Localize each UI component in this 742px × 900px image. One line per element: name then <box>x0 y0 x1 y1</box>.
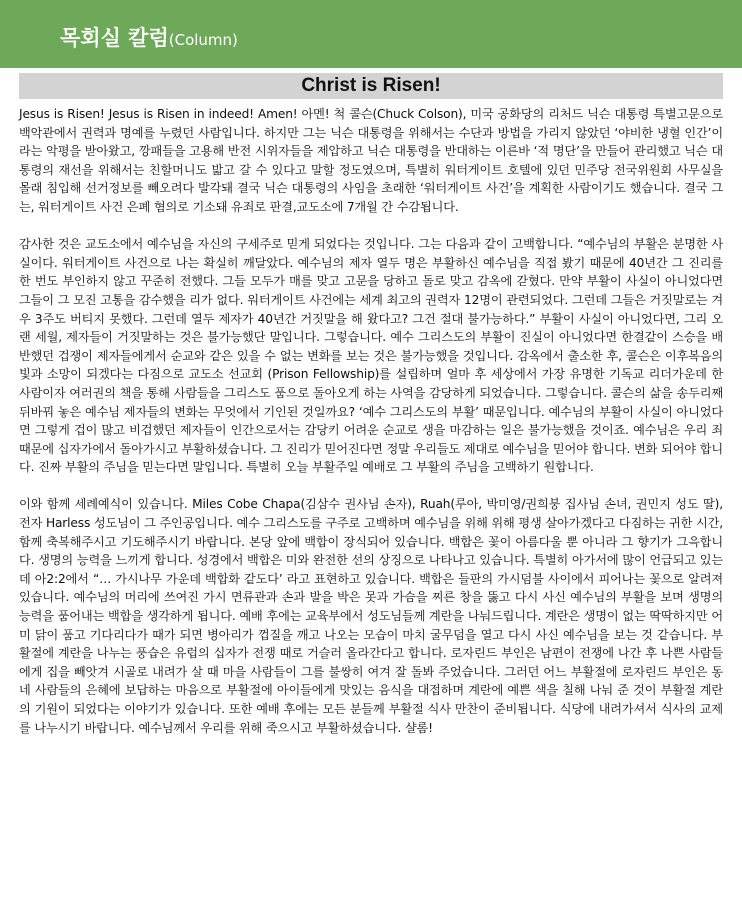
column-subtitle: (Column) <box>168 31 238 49</box>
article-paragraph-1: Jesus is Risen! Jesus is Risen in indeed! Amen! 아멘! 척 콜슨(Chuck Colson), 미국 공화당의 리처드 닉슨 대통령 특별고문으로 백악관에서 권력과 명예를 누렸던 사람입니다. 하지만 그는 닉슨 대통령을 위해서는 수단과 방법을 가리지 않았던 ‘야비한 냉혈 인간’이라는 악평을 받아왔고, 깡패들을 고용해 반전 시위자들을 제압하고 닉슨 대통령을 반대하는 이른바 ‘적 명단’을 만들어 관리했고 닉슨 대통령의 재선을 위해서는 친할머니도 밟고 갈 수 있다고 말할 정도였으며, 특별히 워터게이트 호텔에 있던 민주당 전국위원회 사무실을 몰래 침입해 선거정보를 빼오려다 발각돼 결국 닉슨 대통령의 사임을 초래한 ‘워터게이트 사건’을 계획한 사람이기도 했습니다. 결국 그는, 워터게이트 사건 은폐 혐의로 기소돼 유죄로 판결,교도소에 7개월 간 수감됩니다. <box>19 107 723 214</box>
article-body <box>19 105 723 737</box>
column-header-title <box>60 22 238 52</box>
article-paragraph-3: 이와 함께 세례예식이 있습니다. Miles Cobe Chapa(김삼수 권사님 손자), Ruah(루아, 박미영/권희붕 집사님 손녀, 권민지 성도 딸), 전자 Harless 성도님이 그 주인공입니다. 예수 그리스도를 구주로 고백하며 예수님을 위해 위해 평생 살아가겠다고 다짐하는 귀한 시간, 함께 축복해주시고 기도해주시기 바랍니다. 본당 앞에 백합이 장식되어 있습니다. 백합은 꽃이 아름다울 뿐 아니라 그 향기가 그윽합니다. 생명의 능력을 느끼게 합니다. 성경에서 백합은 미와 완전한 선의 상징으로 나타나고 있습니다. 특별히 아가서에 많이 언급되고 있는데 아2:2에서 “… 가시나무 가운데 백합화 같도다’ 라고 표현하고 있습니다. 백합은 들판의 가시덤불 사이에서 피어나는 꽃으로 알려져 있습니다. 예수님의 머리에 쓰여진 가시 면류관과 손과 발을 박은 못과 가슴을 찌른 창을 뚫고 다시 사신 예수님의 부활을 보며 생명의 능력을 품어내는 백합을 생각하게 됩니다. 예배 후에는 교육부에서 성도님들께 계란을 나눠드립니다. 계란은 생명이 없는 딱딱하지만 어미 닭이 품고 기다리다가 때가 되면 병아리가 껍질을 깨고 나오는 모습이 마치 굴무덤을 열고 다시 사신 예수님을 보는 것 같습니다. 부활절에 계란을 나누는 풍습은 유럽의 십자가 전쟁 때로 거슬러 올라간다고 합니다. 로자린드 부인은 남편이 전쟁에 나간 후 나쁜 사람들에게 집을 빼앗겨 시골로 내려가 살 때 마을 사람들이 그를 불쌍히 여겨 잘 돌봐 주었습니다. 그러던 어느 부활절에 로자린드 부인은 동네 사람들의 은혜에 보답하는 마음으로 부활절에 아이들에게 맛있는 음식을 대접하며 계란에 예쁜 색을 칠해 나눠 준 것이 부활절 계란의 기원이 되었다는 이야기가 있습니다. 또한 예배 후에는 모든 분들께 부활절 식사 만찬이 준비됩니다. 식당에 내려가셔서 식사의 교제를 나누시기 바랍니다. 예수님께서 우리를 위해 죽으시고 부활하셨습니다. 샬롬! <box>19 497 723 735</box>
article-title: Christ is Risen! <box>301 75 441 96</box>
article-title-bar <box>19 73 723 99</box>
column-name: 목회실 칼럼 <box>60 26 169 50</box>
article-paragraph-2: 감사한 것은 교도소에서 예수님을 자신의 구세주로 믿게 되었다는 것입니다. 그는 다음과 같이 고백합니다. “예수님의 부활은 분명한 사실이다. 워터게이트 사건으로 나는 확실히 깨달았다. 예수님의 제자 열두 명은 부활하신 예수님을 직접 봤기 때문에 40년간 그 진리를 한 번도 부인하지 않고 꾸준히 전했다. 그들 모두가 매를 맞고 고문을 당하고 돌로 맞고 감옥에 갇혔다. 만약 부활이 사실이 아니었다면 그들이 그 모진 고통을 감수했을 리가 없다. 워터게이트 사건에는 세계 최고의 권력자 12명이 관련되었다. 그런데 그들은 거짓말로는 겨우 3주도 버티지 못했다. 그런데 열두 제자가 40년간 거짓말을 해 왔다고? 그건 절대 불가능하다.” 부활이 사실이 아니었다면, 그리 오랜 세월, 제자들이 거짓말하는 것은 불가능했단 말입니다. 그렇습니다. 예수 그리스도의 부활이 진실이 아니었다면 한결같이 스승을 배반했던 겁쟁이 제자들에게서 순교와 같은 있을 수 없는 변화를 보는 것은 불가능했을 것입니다. 감옥에서 출소한 후, 콜슨은 이후복음의 빛과 소망이 되겠다는 다짐으로 교도소 선교회 (Prison Fellowship)를 설립하며 얼마 후 세상에서 가장 유명한 기독교 리더가운데 한 사람이자 여러권의 책을 통해 사람들을 그리스도 품으로 돌아오게 하는 사역을 감당하게 되었습니다. 그렇습니다. 콜슨의 삶을 송두리째 뒤바꿔 놓은 예수님 제자들의 변화는 무엇에서 기인된 것일까요? ‘예수 그리스도의 부활’ 때문입니다. 예수님의 부활이 사실이 아니었다면 그렇게 겁이 많고 비겁했던 제자들이 인간으로서는 감당키 어려운 순교로 생을 마감하는 일은 불가능했을 것이죠. 예수님은 우리 죄 때문에 십자가에서 돌아가시고 부활하셨습니다. 그 진리가 믿어진다면 정말 우리들도 제대로 예수님을 믿어야 합니다. 변화 되어야 합니다. 진짜 부활의 주님을 믿는다면 말입니다. 특별히 오늘 부활주일 예배로 그 부활의 주님을 고백하기 원합니다. <box>19 237 723 475</box>
column-header-banner <box>0 0 742 68</box>
